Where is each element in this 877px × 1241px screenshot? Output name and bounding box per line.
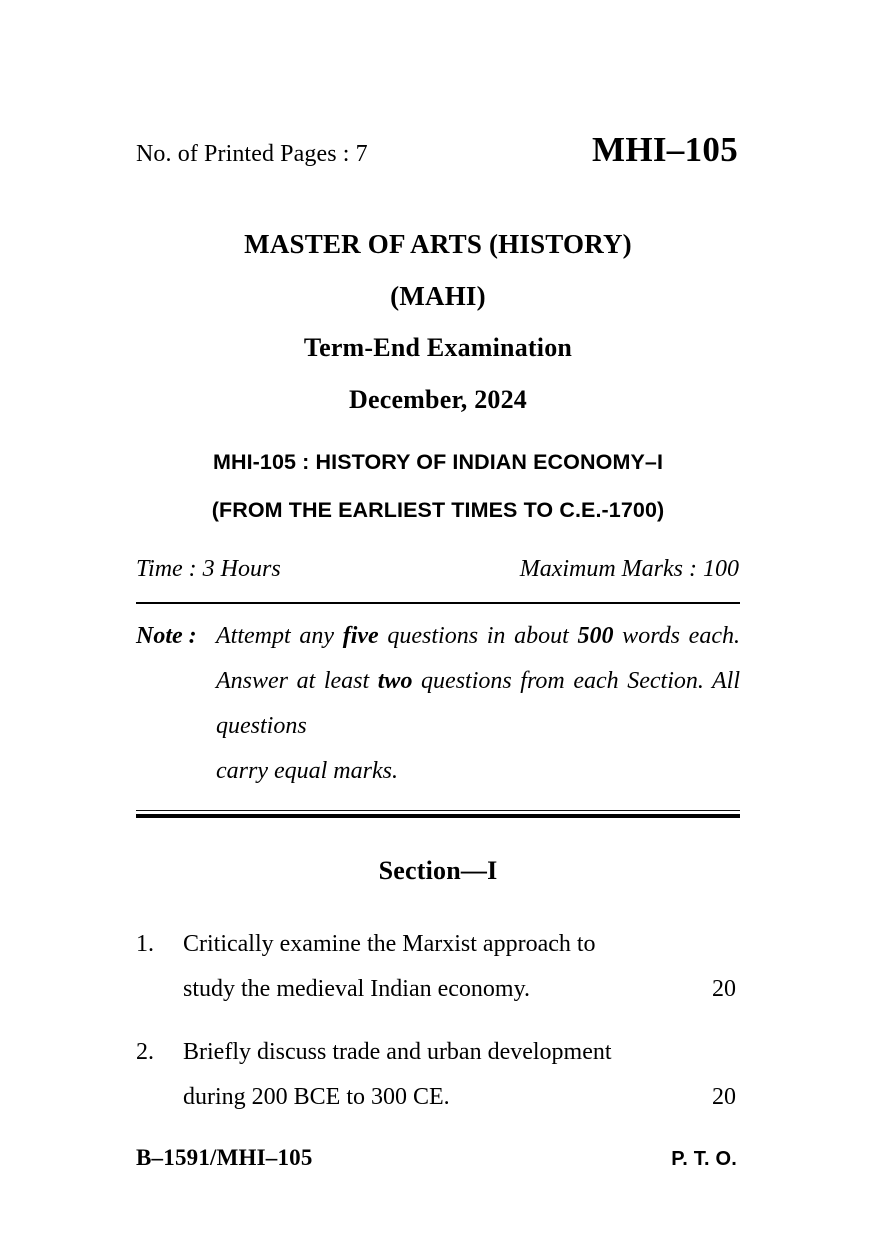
question-last-line: study the medieval Indian economy.: [183, 976, 531, 1002]
note-seg-3: questions in about: [378, 623, 578, 649]
note-seg-7: questions from each Section. All questions: [216, 668, 741, 739]
note-seg-1: Attempt any: [216, 623, 343, 649]
course-title-line-1: MHI-105 : HISTORY OF INDIAN ECONOMY–I: [212, 450, 664, 474]
question-text: Briefly discuss trade and urban development: [183, 1039, 612, 1065]
note-seg-5: words each. Answer at least: [216, 623, 740, 694]
exam-title-block: [136, 218, 740, 426]
divider-rule-thick: [136, 814, 740, 818]
divider-rule-double: [136, 810, 740, 820]
page-footer: [136, 1145, 740, 1171]
question-last-line-row: [183, 1075, 740, 1120]
question-marks: 20: [712, 1084, 736, 1110]
note-last-line: carry equal marks.: [216, 758, 398, 784]
footer-paper-code: B–1591/MHI–105: [136, 1145, 313, 1170]
exam-duration: Time : 3 Hours: [136, 556, 281, 582]
note-emphasis-500: 500: [577, 623, 614, 649]
program-code: (MAHI): [390, 281, 486, 311]
exam-info-row: [136, 556, 740, 583]
program-title: MASTER OF ARTS (HISTORY): [244, 229, 632, 259]
maximum-marks: Maximum Marks : 100: [519, 556, 739, 582]
exam-session: December, 2024: [348, 385, 527, 414]
questions-list: [136, 922, 740, 1138]
page-header: [136, 130, 740, 170]
question-text: Critically examine the Marxist approach to: [183, 931, 596, 957]
question-item: [136, 922, 740, 1012]
question-number: 1.: [136, 931, 154, 957]
course-title-block: [136, 438, 740, 534]
note-paragraph: [136, 614, 740, 794]
question-number: 2.: [136, 1039, 154, 1065]
note-block: [136, 614, 740, 794]
printed-pages-label: No. of Printed Pages : 7: [136, 141, 368, 167]
note-label: Note :: [136, 623, 197, 649]
course-title-line-2: (FROM THE EARLIEST TIMES TO C.E.-1700): [211, 498, 665, 522]
exam-type: Term-End Examination: [303, 333, 573, 362]
paper-code: MHI–105: [592, 130, 738, 169]
question-last-line: during 200 BCE to 300 CE.: [183, 1084, 450, 1110]
question-last-line-row: [183, 967, 740, 1012]
divider-rule-single: [136, 602, 740, 604]
question-item: [136, 1030, 740, 1120]
question-marks: 20: [712, 976, 736, 1002]
note-emphasis-two: two: [377, 668, 413, 694]
section-heading: Section—I: [378, 856, 498, 885]
footer-pto-label: P. T. O.: [671, 1148, 737, 1170]
note-emphasis-five: five: [342, 623, 379, 649]
